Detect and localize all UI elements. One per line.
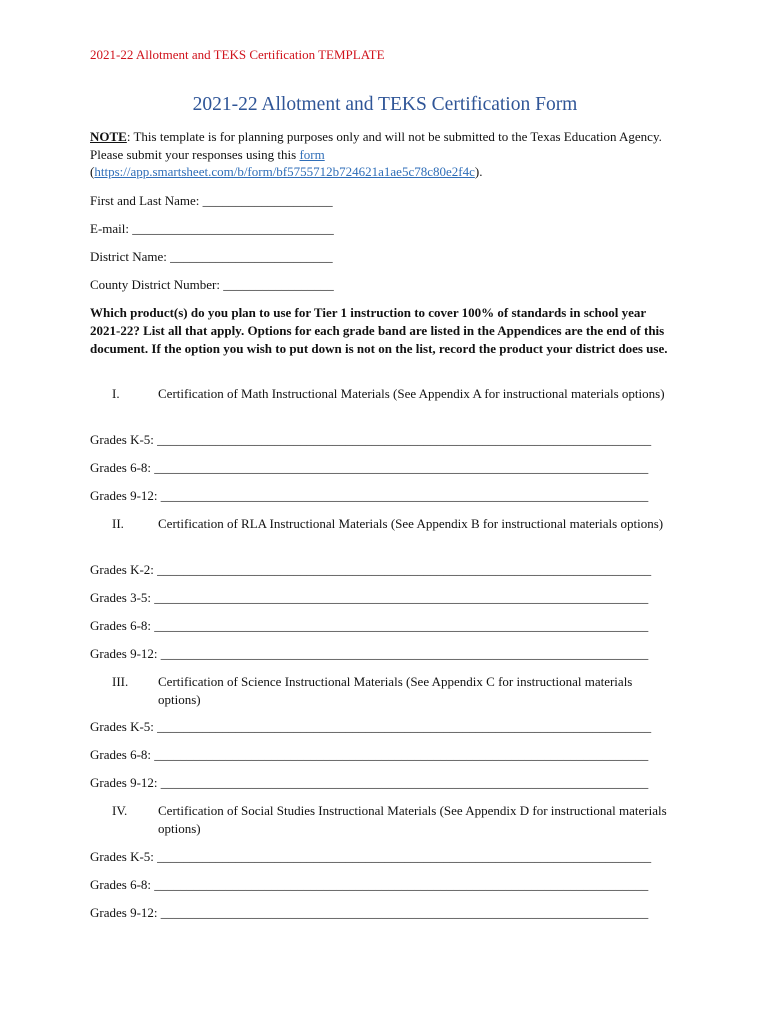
grade-line[interactable]: Grades 9-12: ___________________________________________________________________________	[90, 646, 649, 661]
section-social-studies	[90, 802, 675, 837]
open-paren: (	[90, 164, 95, 179]
section-math	[90, 385, 675, 403]
grade-line[interactable]: Grades 9-12: ___________________________________________________________________________	[90, 905, 649, 920]
product-question: Which product(s) do you plan to use for Tier 1 instruction to cover 100% of standards in school year 2021-22? List all that apply. Options for each grade band are listed in the Appendices are the end of this document. If the option you wish to put down is not on the list, record the product your district does use.	[90, 305, 668, 356]
section-heading: Certification of Social Studies Instructional Materials (See Appendix D for instructional materials options)	[158, 803, 667, 836]
section-heading: Certification of RLA Instructional Materials (See Appendix B for instructional materials options)	[158, 516, 664, 531]
email-field[interactable]: E-mail: _______________________________	[90, 221, 334, 236]
form-link[interactable]: form	[299, 146, 325, 162]
grade-line[interactable]: Grades K-5: ____________________________________________________________________________	[90, 432, 652, 447]
note-text: : This template is for planning purposes only and will not be submitted to the Texas Education Agency. Please submit your responses using this	[90, 129, 662, 162]
grade-line[interactable]: Grades K-5: ____________________________________________________________________________	[90, 719, 652, 734]
close-paren: ).	[474, 164, 483, 179]
county-district-number-field[interactable]: County District Number: _________________	[90, 277, 334, 292]
grade-line[interactable]: Grades 9-12: ___________________________________________________________________________	[90, 488, 649, 503]
section-rla	[90, 515, 675, 533]
grade-line[interactable]: Grades 9-12: ___________________________________________________________________________	[90, 775, 649, 790]
grade-line[interactable]: Grades K-2: ____________________________________________________________________________	[90, 562, 652, 577]
first-last-name-field[interactable]: First and Last Name: ____________________	[90, 193, 333, 208]
template-header: 2021-22 Allotment and TEKS Certification TEMPLATE	[90, 47, 385, 62]
note-paragraph	[90, 128, 675, 181]
section-science	[90, 673, 675, 708]
section-number: II.	[112, 516, 124, 531]
grade-line[interactable]: Grades 6-8: ____________________________________________________________________________	[90, 877, 649, 892]
grade-line[interactable]: Grades 6-8: ____________________________________________________________________________	[90, 460, 649, 475]
grade-line[interactable]: Grades 3-5: ____________________________________________________________________________	[90, 590, 649, 605]
grade-line[interactable]: Grades 6-8: ____________________________________________________________________________	[90, 618, 649, 633]
grade-line[interactable]: Grades 6-8: ____________________________________________________________________________	[90, 747, 649, 762]
grade-line[interactable]: Grades K-5: ____________________________________________________________________________	[90, 849, 652, 864]
section-number: III.	[112, 674, 129, 689]
form-title: 2021-22 Allotment and TEKS Certification Form	[192, 94, 578, 115]
section-number: I.	[112, 386, 120, 401]
section-number: IV.	[112, 803, 128, 818]
section-heading: Certification of Math Instructional Materials (See Appendix A for instructional materials options)	[158, 386, 665, 401]
section-heading: Certification of Science Instructional Materials (See Appendix C for instructional materials options)	[158, 674, 633, 707]
form-url-link[interactable]: https://app.smartsheet.com/b/form/bf5755712b724621a1ae5c78c80e2f4c	[94, 164, 475, 179]
note-label: NOTE	[90, 129, 127, 144]
district-name-field[interactable]: District Name: _________________________	[90, 249, 333, 264]
